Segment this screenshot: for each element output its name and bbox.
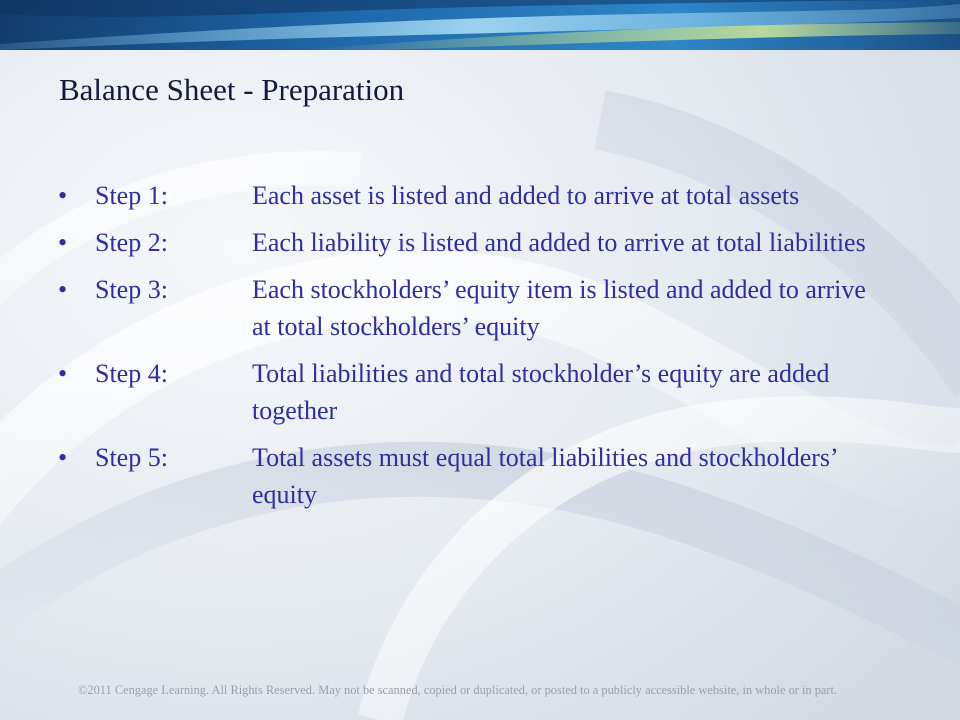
bullet-icon: •	[58, 275, 68, 304]
step-description: Total liabilities and total stockholder’s equity are added together	[252, 359, 830, 425]
copyright-footer: ©2011 Cengage Learning. All Rights Reserved. May not be scanned, copied or duplicated, or posted to a publicly accessible website, in whole or in part.	[78, 683, 838, 697]
step-description: Total assets must equal total liabilities and stockholders’ equity	[252, 443, 837, 509]
step-description: Each liability is listed and added to arrive at total liabilities	[252, 228, 866, 257]
list-item-step-5	[58, 439, 928, 513]
step-description: Each stockholders’ equity item is listed and added to arrive at total stockholders’ equity	[252, 275, 866, 341]
bullet-icon: •	[58, 181, 68, 210]
steps-list	[58, 177, 928, 523]
slide-title: Balance Sheet - Preparation	[59, 72, 405, 107]
list-item-step-3	[58, 271, 928, 345]
step-label: Step 2:	[95, 228, 168, 257]
bullet-icon: •	[58, 359, 68, 388]
top-banner-decoration	[0, 0, 960, 50]
bullet-icon: •	[58, 443, 68, 472]
bullet-icon: •	[58, 228, 68, 257]
list-item-step-1	[58, 177, 928, 214]
step-label: Step 5:	[95, 443, 168, 472]
step-description: Each asset is listed and added to arrive at total assets	[252, 181, 800, 210]
step-label: Step 3:	[95, 275, 168, 304]
list-item-step-4	[58, 355, 928, 429]
step-label: Step 4:	[95, 359, 168, 388]
list-item-step-2	[58, 224, 928, 261]
step-label: Step 1:	[95, 181, 168, 210]
